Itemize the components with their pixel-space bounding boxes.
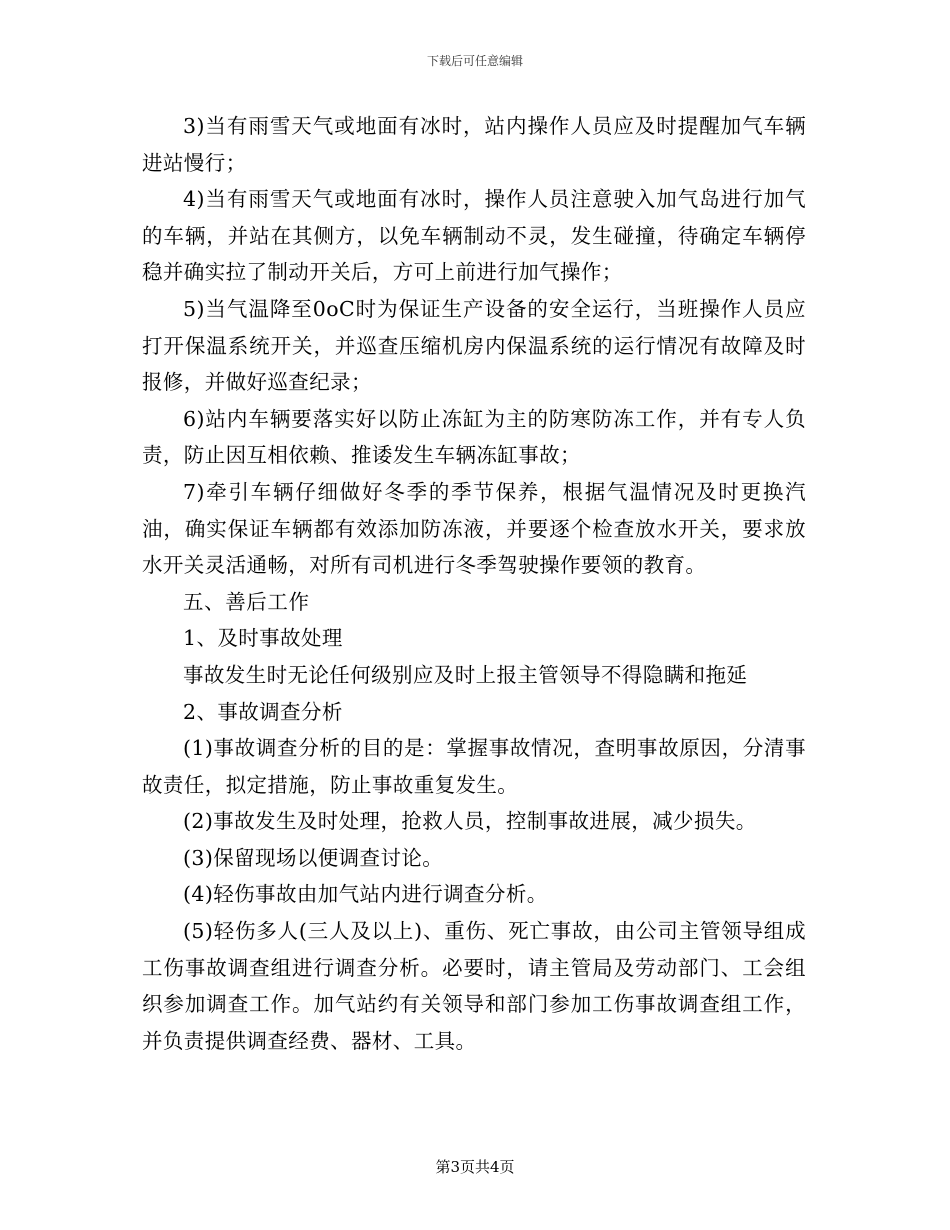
paragraph-report-rule: 事故发生时无论任何级别应及时上报主管领导不得隐瞒和拖延 bbox=[183, 662, 748, 687]
paragraph-item-5: 5)当气温降至0oC时为保证生产设备的安全运行，当班操作人员应打开保温系统开关，并巡查压缩机房内保温系统的运行情况有故障及时报修，并做好巡查纪录； bbox=[142, 296, 806, 395]
document-body bbox=[142, 108, 806, 1059]
paragraph-item-6: 6)站内车辆要落实好以防止冻缸为主的防寒防冻工作，并有专人负责，防止因互相依赖、推诿发生车辆冻缸事故； bbox=[142, 406, 806, 468]
page-number: 第3页共4页 bbox=[435, 1158, 515, 1176]
page-header: 下载后可任意编辑 bbox=[426, 54, 523, 68]
analysis-item-2: (2)事故发生及时处理，抢救人员，控制事故进展，减少损失。 bbox=[183, 809, 757, 834]
paragraph-item-4: 4)当有雨雪天气或地面有冰时，操作人员注意驶入加气岛进行加气的车辆，并站在其侧方，以免车辆制动不灵，发生碰撞，待确定车辆停稳并确实拉了制动开关后，方可上前进行加气操作； bbox=[142, 187, 806, 285]
analysis-item-5: (5)轻伤多人(三人及以上)、重伤、死亡事故，由公司主管领导组成工伤事故调查组进行调查分析。必要时，请主管局及劳动部门、工会组织参加调查工作。加气站约有关领导和部门参加工伤事故调查组工作，并负责提供调查经费、器材、工具。 bbox=[142, 919, 806, 1053]
analysis-item-3: (3)保留现场以便调查讨论。 bbox=[183, 845, 444, 870]
section-heading: 五、善后工作 bbox=[183, 589, 310, 614]
subheading-accident-handling: 1、及时事故处理 bbox=[183, 626, 343, 651]
analysis-item-1: (1)事故调查分析的目的是：掌握事故情况，查明事故原因，分清事故责任，拟定措施，防止事故重复发生。 bbox=[142, 736, 806, 797]
subheading-accident-analysis: 2、事故调查分析 bbox=[183, 699, 343, 724]
paragraph-item-3: 3)当有雨雪天气或地面有冰时，站内操作人员应及时提醒加气车辆进站慢行； bbox=[142, 114, 806, 175]
paragraph-item-7: 7)牵引车辆仔细做好冬季的季节保养，根据气温情况及时更换汽油，确实保证车辆都有效添加防冻液，并要逐个检查放水开关，要求放水开关灵活通畅，对所有司机进行冬季驾驶操作要领的教育。 bbox=[142, 479, 806, 578]
analysis-item-4: (4)轻伤事故由加气站内进行调查分析。 bbox=[183, 882, 548, 907]
